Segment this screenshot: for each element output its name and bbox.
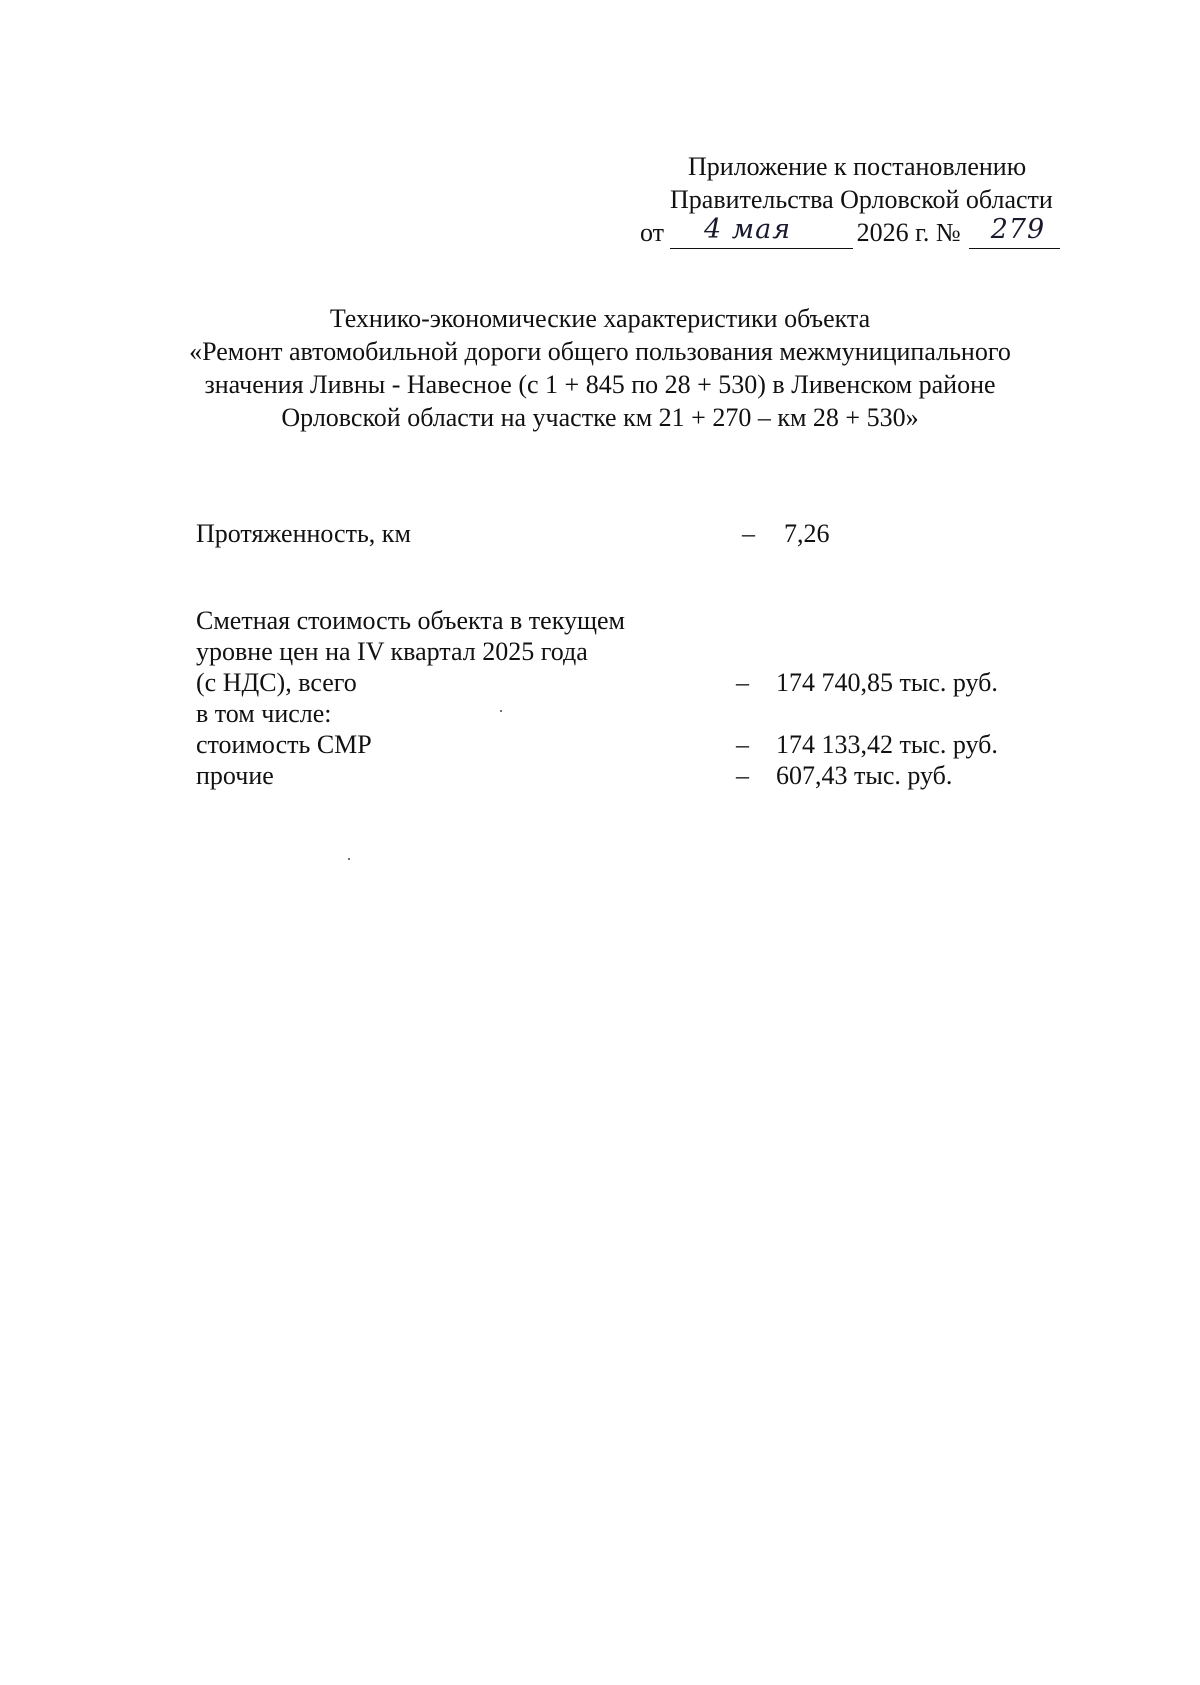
smr-row	[196, 729, 1096, 760]
length-label: Протяженность, км	[196, 519, 411, 548]
year-label: 2026 г. №	[856, 218, 961, 247]
smr-value: 174 133,42 тыс. руб.	[776, 730, 998, 759]
appendix-line-2: Правительства Орловской области	[670, 185, 1053, 214]
scan-speck	[500, 710, 502, 712]
date-blank	[670, 214, 853, 249]
estimate-label-line-3: (с НДС), всего	[196, 668, 357, 697]
other-dash: –	[736, 761, 749, 790]
from-prefix: от	[640, 218, 665, 247]
title-line-4: Орловской области на участке км 21 + 270 – км 28 + 530»	[281, 403, 919, 432]
including-row	[196, 698, 1096, 729]
other-value: 607,43 тыс. руб.	[776, 761, 953, 790]
including-label: в том числе:	[196, 699, 332, 728]
document-title	[150, 302, 1050, 434]
estimate-total-row	[196, 667, 1096, 698]
appendix-line-1: Приложение к постановлению	[688, 152, 1027, 181]
handwritten-date: 4 мая	[704, 214, 792, 245]
appendix-header	[640, 150, 1060, 249]
characteristics-list	[196, 518, 1096, 791]
smr-label: стоимость СМР	[196, 730, 372, 759]
handwritten-number: 279	[990, 214, 1046, 245]
length-row	[196, 518, 1096, 549]
estimate-label-line-2: уровне цен на IV квартал 2025 года	[196, 637, 588, 666]
estimate-label-line-1: Сметная стоимость объекта в текущем	[196, 606, 625, 635]
estimate-label-row-1	[196, 605, 1096, 636]
estimate-label-row-2	[196, 636, 1096, 667]
title-line-3: значения Ливны - Навесное (с 1 + 845 по 28 + 530) в Ливенском районе	[204, 370, 996, 399]
appendix-date-line	[640, 216, 1060, 249]
other-label: прочие	[196, 761, 274, 790]
estimate-value: 174 740,85 тыс. руб.	[776, 668, 998, 697]
estimate-dash: –	[736, 668, 749, 697]
other-row	[196, 760, 1096, 791]
title-line-2: «Ремонт автомобильной дороги общего пользования межмуниципального	[189, 337, 1011, 366]
smr-dash: –	[736, 730, 749, 759]
length-value: 7,26	[784, 519, 830, 548]
title-line-1: Технико-экономические характеристики объекта	[329, 304, 871, 333]
length-dash: –	[742, 519, 755, 548]
number-blank	[969, 214, 1060, 249]
scan-speck	[348, 858, 350, 860]
